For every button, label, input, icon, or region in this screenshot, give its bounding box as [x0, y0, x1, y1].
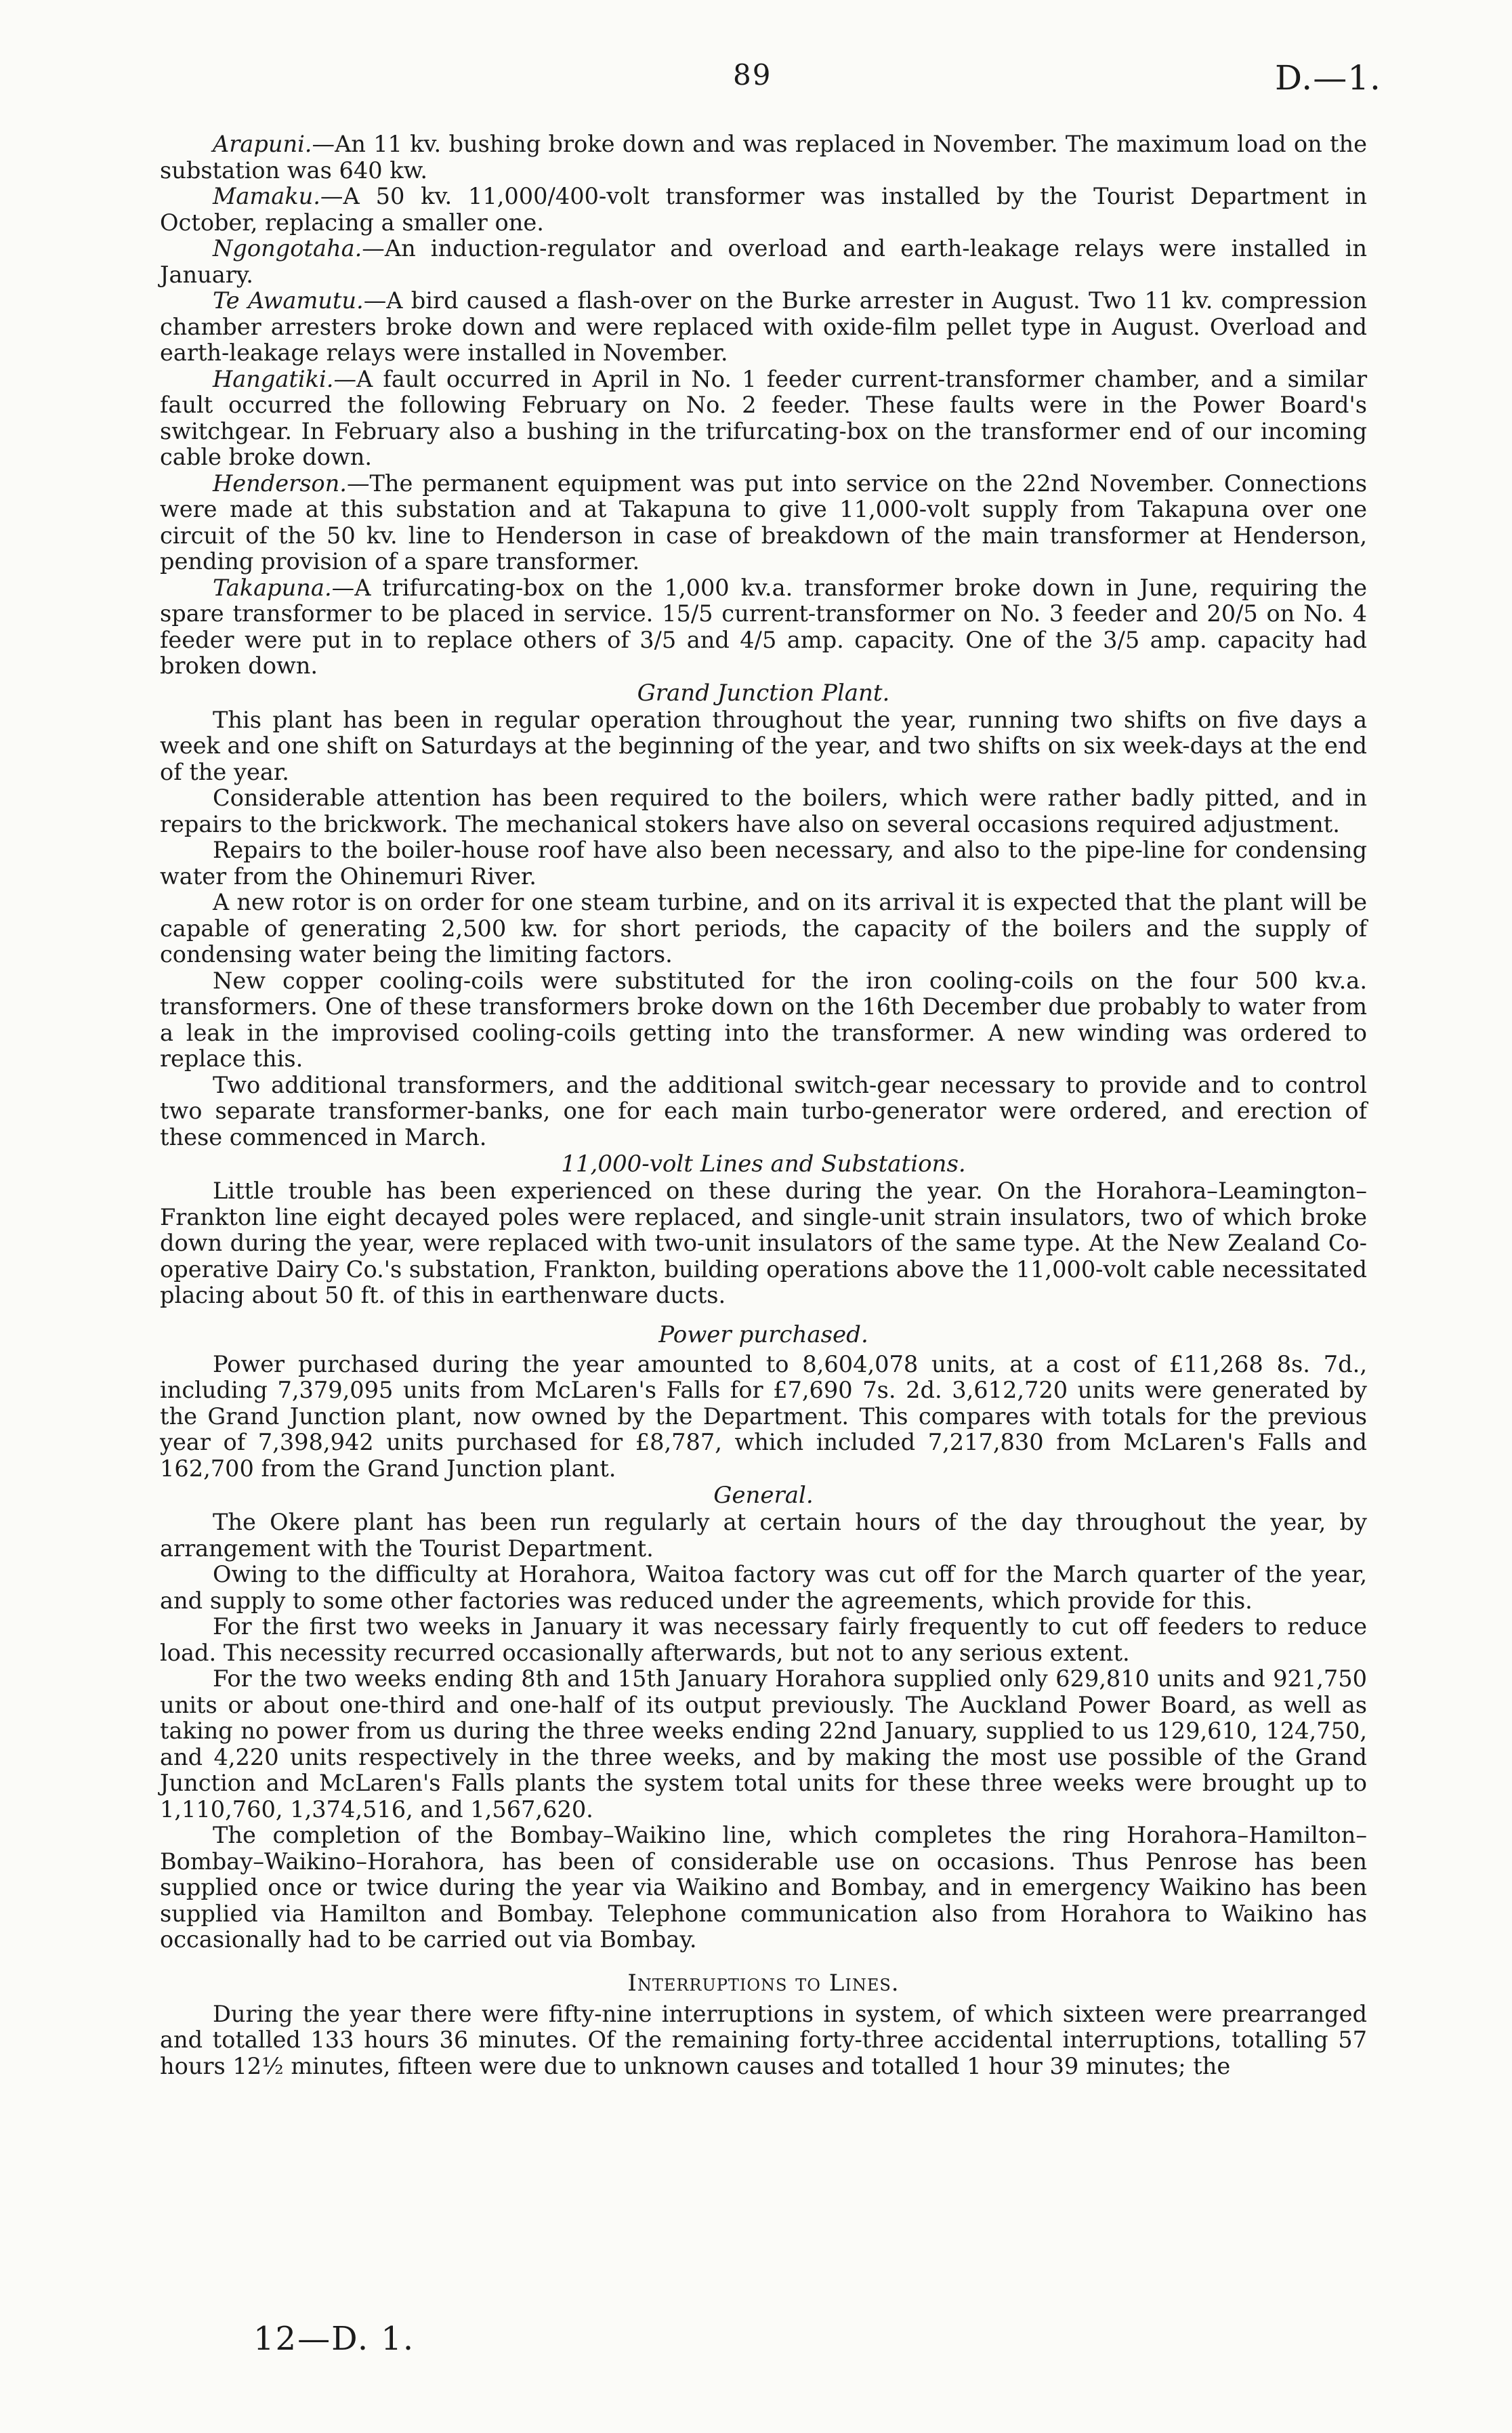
- substation-name: Ngongotaha.: [213, 235, 362, 262]
- paragraph: New copper cooling-coils were substituted for the iron cooling-coils on the four 500 kv.a. transformers. One of these transformers broke down on the 16th December due probably to water from a leak in the improvised cooling-coils getting into the transformer. A new winding was ordered to replace this.: [160, 967, 1367, 1072]
- paragraph: Owing to the difficulty at Horahora, Waitoa factory was cut off for the March quarter of the year, and supply to some other factories was reduced under the agreements, which provide for this.: [160, 1561, 1367, 1614]
- substation-name: Henderson.: [213, 470, 347, 497]
- section-heading-lines: 11,000-volt Lines and Substations.: [561, 1150, 966, 1178]
- paragraph-hangatiki: [160, 367, 1367, 471]
- body-text: [160, 131, 1367, 2079]
- paragraph: Repairs to the boiler-house roof have also been necessary, and also to the pipe-line for condensing water from the Ohinemuri River.: [160, 837, 1367, 890]
- paragraph-te-awamutu: [160, 288, 1367, 367]
- substation-name: Te Awamutu.: [213, 287, 364, 314]
- paragraph-arapuni: [160, 131, 1367, 184]
- substation-text: —A fault occurred in April in No. 1 feeder current-transformer chamber, and a similar fault occurred the following February on No. 2 feeder. These faults were in the Power Board's switchgear. In February also a bushing in the trifurcating-box on the transformer end of our incoming cable broke down.: [160, 365, 1367, 470]
- paragraph: During the year there were fifty-nine interruptions in system, of which sixteen were prearranged and totalled 133 hours 36 minutes. Of the remaining forty-three accidental interruptions, totalling 57 hours 12½ minutes, fifteen were due to unknown causes and totalled 1 hour 39 minutes; the: [160, 2000, 1367, 2079]
- substation-text: —A bird caused a flash-over on the Burke arrester in August. Two 11 kv. compression chamber arresters broke down and were replaced with oxide-film pellet type in August. Overload and earth-leakage relays were installed in November.: [160, 287, 1368, 366]
- paragraph: For the first two weeks in January it was necessary fairly frequently to cut off feeders to reduce load. This necessity recurred occasionally afterwards, but not to any serious extent.: [160, 1613, 1367, 1666]
- substation-name: Takapuna.: [213, 574, 332, 601]
- paragraph: Two additional transformers, and the additional switch-gear necessary to provide and to control two separate transformer-banks, one for each main turbo-generator were ordered, and erection of these commenced in March.: [160, 1071, 1367, 1150]
- paragraph-mamaku: [160, 184, 1367, 236]
- paragraph: This plant has been in regular operation throughout the year, running two shifts on five days a week and one shift on Saturdays at the beginning of the year, and two shifts on six week-days at the end of the year.: [160, 706, 1367, 785]
- substation-text: —A 50 kv. 11,000/400-volt transformer was installed by the Tourist Department in October, replacing a smaller one.: [160, 183, 1367, 236]
- paragraph-ngongotaha: [160, 236, 1367, 288]
- substation-text: —A trifurcating-box on the 1,000 kv.a. transformer broke down in June, requiring the spare transformer to be placed in service. 15/5 current-transformer on No. 3 feeder and 20/5 on No. 4 feeder were put in to replace others of 3/5 and 4/5 amp. capacity. One of the 3/5 amp. capacity had broken down.: [160, 574, 1367, 679]
- page-number: 89: [733, 58, 772, 91]
- substation-text: —An 11 kv. bushing broke down and was replaced in November. The maximum load on the substation was 640 kw.: [160, 131, 1367, 184]
- paragraph: The completion of the Bombay–Waikino line, which completes the ring Horahora–Hamilton–Bombay–Waikino–Horahora, has been of considerable use on occasions. Thus Penrose has been supplied once or twice during the year via Waikino and Bombay, and in emergency Waikino has been supplied via Hamilton and Bombay. Telephone communication also from Horahora to Waikino has occasionally had to be carried out via Bombay.: [160, 1822, 1367, 1953]
- substation-name: Hangatiki.: [213, 365, 334, 392]
- paragraph: Power purchased during the year amounted to 8,604,078 units, at a cost of £11,268 8s. 7d., including 7,379,095 units from McLaren's Falls for £7,690 7s. 2d. 3,612,720 units were generated by the Grand Junction plant, now owned by the Department. This compares with totals for the previous year of 7,398,942 units purchased for £8,787, which included 7,217,830 from McLaren's Falls and 162,700 from the Grand Junction plant.: [160, 1350, 1367, 1482]
- printer-signature: 12—D. 1.: [253, 2320, 415, 2358]
- document-reference: D.—1.: [1275, 58, 1381, 98]
- paragraph: The Okere plant has been run regularly at certain hours of the day throughout the year, by arrangement with the Tourist Department.: [160, 1509, 1367, 1562]
- paragraph-henderson: [160, 471, 1367, 575]
- paragraph-takapuna: [160, 575, 1367, 680]
- paragraph: Considerable attention has been required to the boilers, which were rather badly pitted, and in repairs to the brickwork. The mechanical stokers have also on several occasions required adjustment.: [160, 785, 1367, 837]
- section-heading-power: Power purchased.: [658, 1321, 868, 1348]
- paragraph: Little trouble has been experienced on these during the year. On the Horahora–Leamington–Frankton line eight decayed poles were replaced, and single-unit strain insulators, two of which broke down during the year, were replaced with two-unit insulators of the same type. At the New Zealand Co-operative Dairy Co.'s substation, Frankton, building operations above the 11,000-volt cable necessitated placing about 50 ft. of this in earthenware ducts.: [160, 1178, 1367, 1308]
- substation-text: —The permanent equipment was put into service on the 22nd November. Connections were made at this substation and at Takapuna to give 11,000-volt supply from Takapuna over one circuit of the 50 kv. line to Henderson in case of breakdown of the main transformer at Henderson, pending provision of a spare transformer.: [160, 470, 1367, 575]
- section-heading-grand-junction: Grand Junction Plant.: [637, 679, 890, 707]
- substation-text: —An induction-regulator and overload and earth-leakage relays were installed in January.: [160, 235, 1367, 288]
- paragraph: A new rotor is on order for one steam turbine, and on its arrival it is expected that the plant will be capable of generating 2,500 kw. for short periods, the capacity of the boilers and the supply of condensing water being the limiting factors.: [160, 889, 1367, 968]
- section-heading-general: General.: [713, 1482, 814, 1509]
- paragraph: For the two weeks ending 8th and 15th January Horahora supplied only 629,810 units and 921,750 units or about one-third and one-half of its output previously. The Auckland Power Board, as well as taking no power from us during the three weeks ending 22nd January, supplied to us 129,610, 124,750, and 4,220 units respectively in the three weeks, and by making the most use possible of the Grand Junction and McLaren's Falls plants the system total units for these three weeks were brought up to 1,110,760, 1,374,516, and 1,567,620.: [160, 1665, 1367, 1823]
- substation-name: Mamaku.: [213, 183, 320, 209]
- substation-name: Arapuni.: [213, 131, 312, 157]
- section-heading-interruptions: Interruptions to Lines.: [627, 1969, 900, 1997]
